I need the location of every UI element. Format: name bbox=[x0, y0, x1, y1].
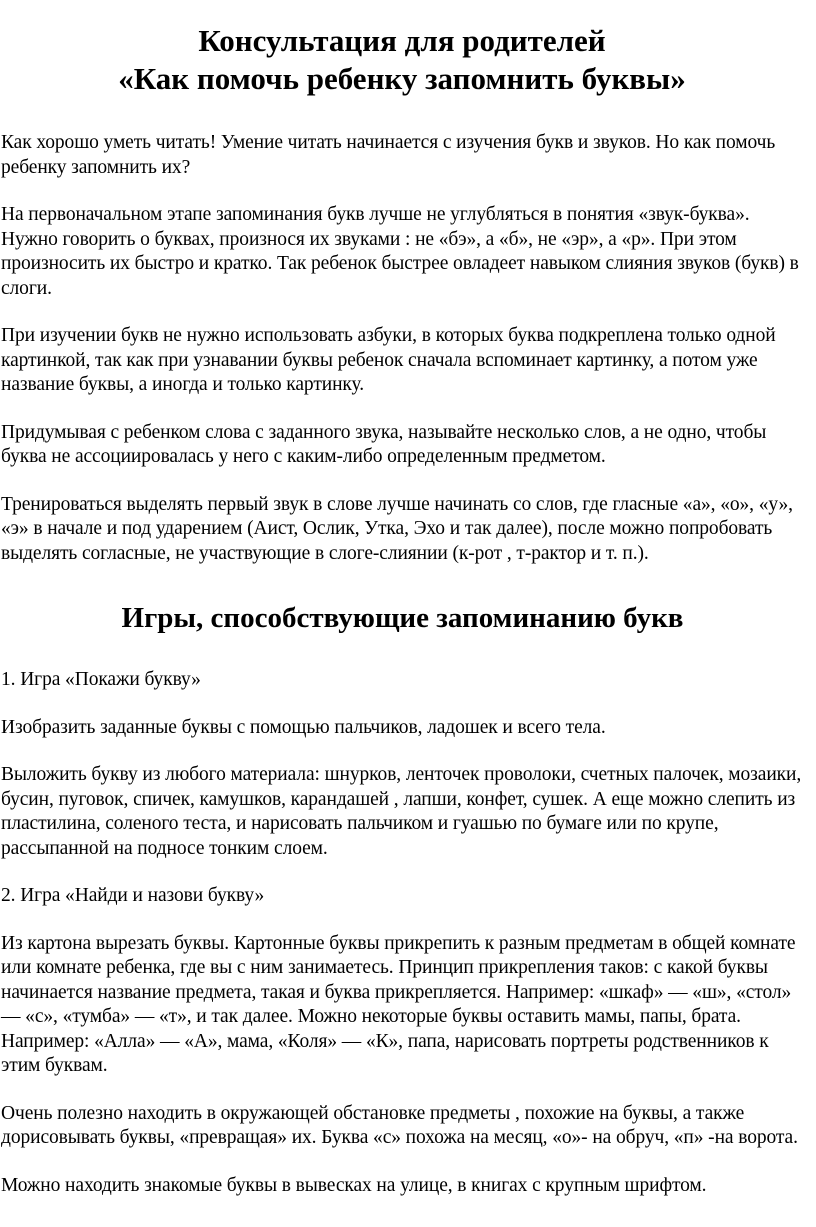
paragraph-intro-4: Придумывая с ребенком слова с заданного звука, называйте несколько слов, а не одно, чтобы буква не ассоциировалась у него с каким-либо определенным предметом. bbox=[1, 421, 767, 467]
games-heading: Игры, способствующие запоминанию букв bbox=[121, 602, 684, 634]
paragraph-intro-5: Тренироваться выделять первый звук в слове лучше начинать со слов, где гласные «а», «о», «у», «э» в начале и под ударением (Аист, Ослик, Утка, Эхо и так далее), после можно попробовать выделять согласные, не участвующие в слоге-слиянии (к-рот , т-рактор и т. п.). bbox=[1, 493, 793, 564]
game-2-title: 2. Игра «Найди и назови букву» bbox=[1, 885, 265, 906]
game-1-paragraph-2: Выложить букву из любого материала: шнурков, ленточек проволоки, счетных палочек, мозаики, бусин, пуговок, спичек, камушков, карандашей , лапши, конфет, сушек. А еще можно слепить из пластилина, соленого теста, и нарисовать пальчиком и гуашью по бумаге или по крупе, рассыпанной на подносе тонким слоем. bbox=[1, 764, 802, 859]
paragraph-intro-2: На первоначальном этапе запоминания букв лучше не углубляться в понятия «звук-буква». Нужно говорить о буквах, произнося их звуками : не «бэ», а «б», не «эр», а «р». При этом произносить их быстро и кратко. Так ребенок быстрее овладеет навыком слияния звуков (букв) в слоги. bbox=[1, 204, 799, 299]
game-2-paragraph-1: Из картона вырезать буквы. Картонные буквы прикрепить к разным предметам в общей комнате или комнате ребенка, где вы с ним занимаетесь. Принцип прикрепления таков: с какой буквы начинается название предмета, такая и буква прикрепляется. Например: «шкаф» — «ш», «стол» — «с», «тумба» — «т», и так далее. Можно некоторые буквы оставить мамы, папы, брата. Например: «Алла» — «А», мама, «Коля» — «К», папа, нарисовать портреты родственников к этим буквам. bbox=[1, 932, 796, 1076]
paragraph-intro-1: Как хорошо уметь читать! Умение читать начинается с изучения букв и звуков. Но как помочь ребенку запомнить их? bbox=[1, 132, 776, 178]
game-2-paragraph-2: Очень полезно находить в окружающей обстановке предметы , похожие на буквы, а также дорисовывать буквы, «превращая» их. Буква «с» похожа на месяц, «о»- на обруч, «п» -на ворота. bbox=[1, 1102, 798, 1148]
title-line-1: Консультация для родителей bbox=[198, 23, 606, 58]
game-1-title: 1. Игра «Покажи букву» bbox=[1, 669, 201, 690]
document-body bbox=[0, 131, 804, 1198]
game-1-paragraph-1: Изобразить заданные буквы с помощью пальчиков, ладошек и всего тела. bbox=[1, 716, 606, 738]
game-2-paragraph-3: Можно находить знакомые буквы в вывесках на улице, в книгах с крупным шрифтом. bbox=[1, 1174, 707, 1196]
title-line-2: «Как помочь ребенку запомнить буквы» bbox=[118, 61, 686, 96]
paragraph-intro-3: При изучении букв не нужно использовать азбуки, в которых буква подкреплена только одной картинкой, так как при узнавании буквы ребенок сначала вспоминает картинку, а потом уже название буквы, а иногда и только картинку. bbox=[1, 325, 776, 395]
document-title bbox=[0, 22, 804, 98]
